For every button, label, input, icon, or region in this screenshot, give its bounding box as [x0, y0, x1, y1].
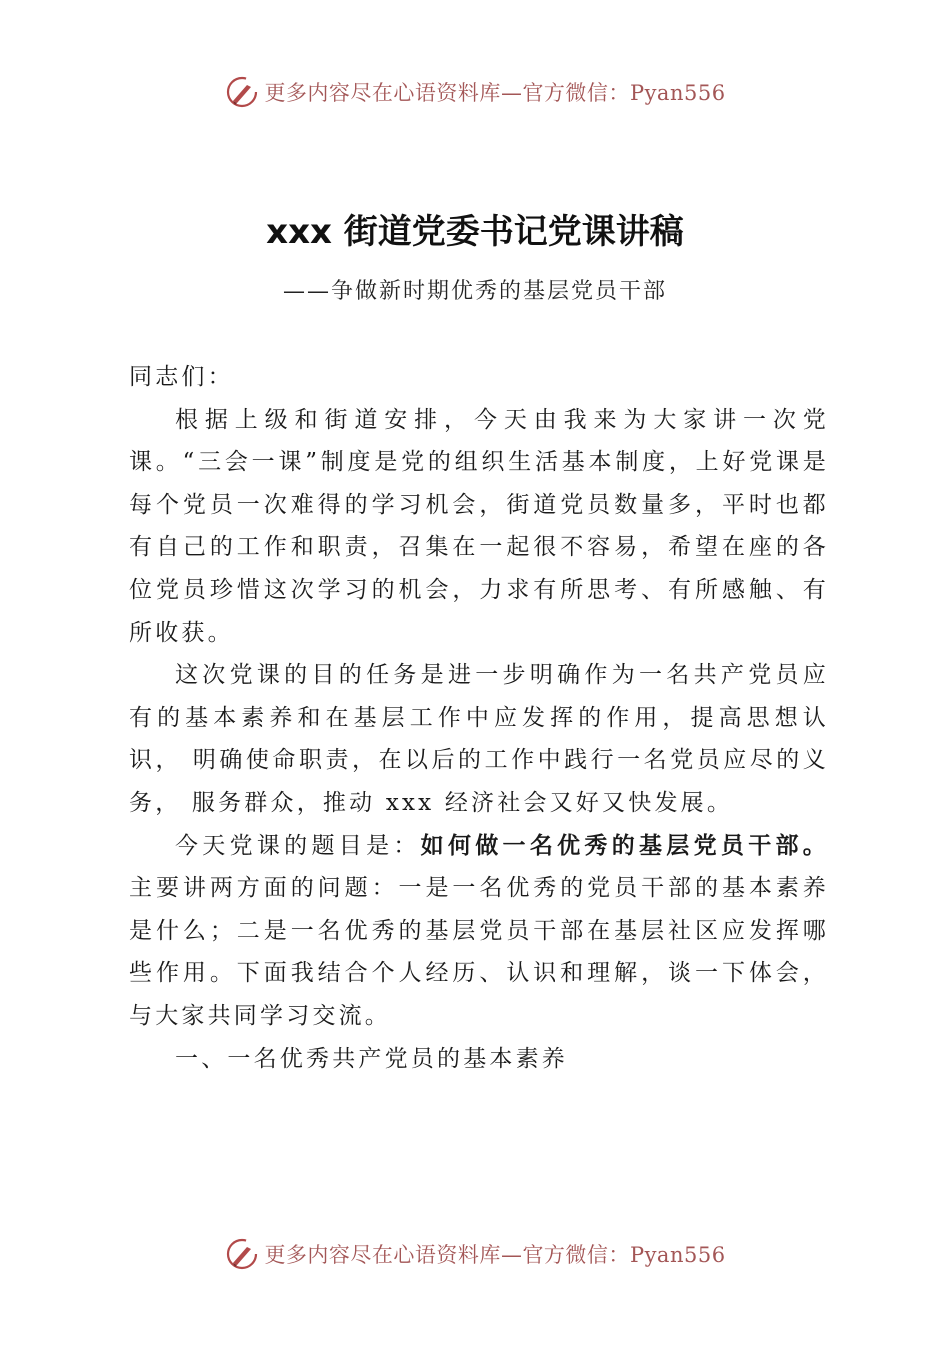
paragraph-3: [129, 825, 829, 1038]
watermark-contact-id: Pyan556: [629, 1243, 726, 1267]
watermark-contact-label: 官方微信：: [522, 1243, 630, 1267]
pen-logo-icon: [224, 74, 260, 110]
watermark-separator: —: [500, 81, 523, 105]
watermark-contact-label: 官方微信：: [522, 81, 630, 105]
header-watermark: [0, 72, 950, 112]
watermark-separator: —: [500, 1243, 523, 1267]
paragraph-3-lead: 今天党课的题目是：: [175, 832, 421, 859]
greeting: 同志们：: [129, 364, 234, 390]
paragraph-1: 根据上级和街道安排，今天由我来为大家讲一次党课。“三会一课”制度是党的组织生活基本制度，上好党课是每个党员一次难得的学习机会，街道党员数量多，平时也都有自己的工作和职责，召集在一起很不容易，希望在座的各位党员珍惜这次学习的机会，力求有所思考、有所感触、有所收获。: [129, 406, 829, 646]
pen-logo-icon: [224, 1236, 260, 1272]
paragraph-3-rest: 主要讲两方面的问题：一是一名优秀的党员干部的基本素养是什么；二是一名优秀的基层党员干部在基层社区应发挥哪些作用。下面我结合个人经历、认识和理解，谈一下体会，与大家共同学习交流。: [129, 875, 829, 1029]
document-body: [129, 356, 829, 1080]
document-subtitle: ——争做新时期优秀的基层党员干部: [282, 279, 667, 304]
watermark-contact-id: Pyan556: [629, 81, 726, 105]
lecture-topic: 如何做一名优秀的基层党员干部。: [420, 831, 829, 859]
watermark-text: 更多内容尽在心语资料库: [264, 81, 501, 105]
watermark-text: 更多内容尽在心语资料库: [264, 1243, 501, 1267]
section-heading-1: 一、一名优秀共产党员的基本素养: [175, 1045, 568, 1072]
paragraph-2: 这次党课的目的任务是进一步明确作为一名共产党员应有的基本素养和在基层工作中应发挥的作用，提高思想认识， 明确使命职责，在以后的工作中践行一名党员应尽的义务， 服务群众，推动 xxx 经济社会又好又快发展。: [129, 662, 829, 816]
footer-watermark: [0, 1234, 950, 1274]
document-title: xxx 街道党委书记党课讲稿: [266, 212, 684, 252]
